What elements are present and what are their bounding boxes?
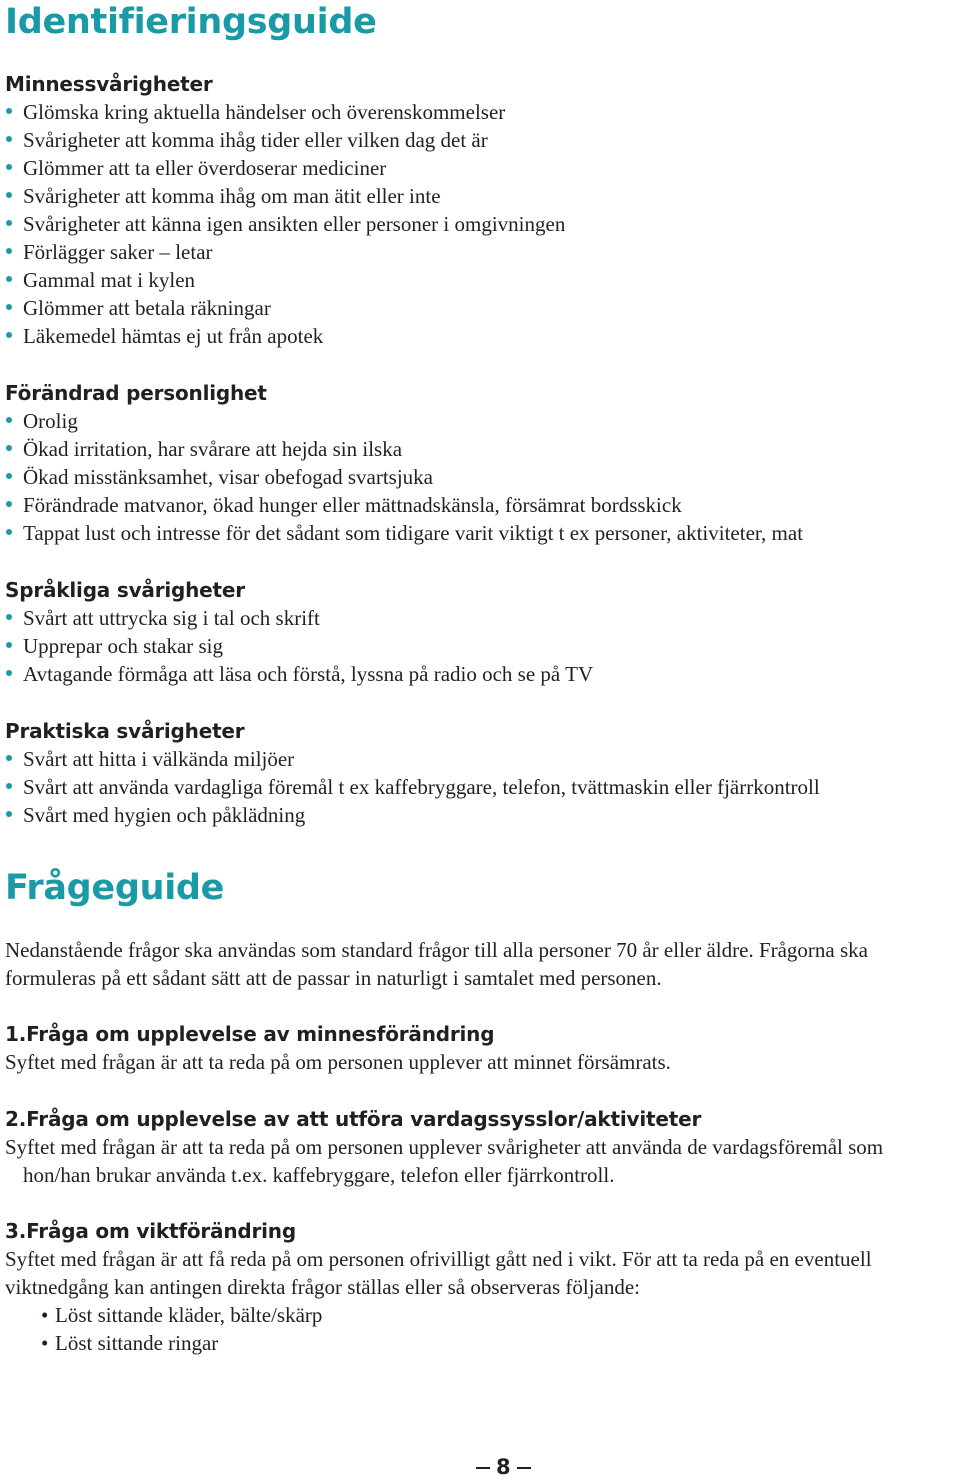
section-heading: Förändrad personlighet (5, 381, 267, 405)
bullet-icon (6, 332, 12, 338)
bullet-icon (6, 248, 12, 254)
section-personality (5, 379, 955, 547)
dash-icon (476, 1467, 490, 1469)
bullet-icon (6, 642, 12, 648)
list-item: Svårigheter att komma ihåg om man ätit eller inte (5, 182, 955, 210)
list-item: Svårt att använda vardagliga föremål t ex kaffebryggare, telefon, tvättmaskin eller fjärrkontroll (5, 773, 955, 801)
list-item: Glömska kring aktuella händelser och överenskommelser (5, 98, 955, 126)
section-heading: Minnessvårigheter (5, 72, 213, 96)
list-item: Upprepar och stakar sig (5, 632, 955, 660)
question-text: Syftet med frågan är att få reda på om personen ofrivilligt gått ned i vikt. För att ta reda på en eventuell viktnedgång kan antingen direkta frågor ställas eller så observeras följande: (5, 1247, 872, 1299)
bullet-icon (6, 164, 12, 170)
list-item: Svårt med hygien och påklädning (5, 801, 955, 829)
bullet-icon (6, 304, 12, 310)
list-item: Förlägger saker – letar (5, 238, 955, 266)
section-memory (5, 70, 955, 350)
bullet-icon (6, 220, 12, 226)
bullet-icon (6, 755, 12, 761)
questions-intro (5, 936, 955, 992)
section-practical (5, 717, 955, 829)
intro-text: Nedanstående frågor ska användas som standard frågor till alla personer 70 år eller äldre. Frågorna ska formuleras på ett sådant sätt att de passar in naturligt i samtalet med personen. (5, 938, 868, 990)
list-item: Avtagande förmåga att läsa och förstå, lyssna på radio och se på TV (5, 660, 955, 688)
list-item: Gammal mat i kylen (5, 266, 955, 294)
list-item: Orolig (5, 407, 955, 435)
list-item: Ökad misstänksamhet, visar obefogad svartsjuka (5, 463, 955, 491)
question-text: Syftet med frågan är att ta reda på om personen upplever att minnet försämrats. (5, 1050, 671, 1074)
bullet-icon (6, 783, 12, 789)
bullet-icon (6, 276, 12, 282)
bullet-icon (6, 192, 12, 198)
list-item: Svårigheter att komma ihåg tider eller vilken dag det är (5, 126, 955, 154)
section-heading: Praktiska svårigheter (5, 719, 245, 743)
question-heading: 3.Fråga om viktförändring (5, 1219, 296, 1243)
bullet-icon: • (41, 1303, 49, 1327)
question-3 (5, 1217, 955, 1357)
bullet-icon (6, 417, 12, 423)
list-item: Förändrade matvanor, ökad hunger eller mättnadskänsla, försämrat bordsskick (5, 491, 955, 519)
list-item: Svårt att hitta i välkända miljöer (5, 745, 955, 773)
bullet-icon (6, 670, 12, 676)
list-item: Ökad irritation, har svårare att hejda sin ilska (5, 435, 955, 463)
question-text: Syftet med frågan är att ta reda på om personen upplever svårigheter att använda de vardagsföremål som hon/han brukar använda t.ex. kaffebryggare, telefon eller fjärrkontroll. (5, 1135, 884, 1187)
section-language (5, 576, 955, 688)
list-item: • Löst sittande kläder, bälte/skärp (41, 1303, 323, 1327)
question-1 (5, 1020, 955, 1076)
list-item: Glömmer att ta eller överdoserar mediciner (5, 154, 955, 182)
bullet-icon (6, 108, 12, 114)
bullet-icon (6, 501, 12, 507)
list-item: Svårigheter att känna igen ansikten eller personer i omgivningen (5, 210, 955, 238)
list-item: Glömmer att betala räkningar (5, 294, 955, 322)
section-heading: Språkliga svårigheter (5, 578, 245, 602)
bullet-icon (6, 529, 12, 535)
bullet-icon (6, 614, 12, 620)
list-item: Läkemedel hämtas ej ut från apotek (5, 322, 955, 350)
page-number: 8 (470, 1453, 537, 1481)
identification-title: Identifieringsguide (5, 2, 377, 42)
dash-icon (517, 1467, 531, 1469)
bullet-icon: • (41, 1331, 49, 1355)
list-item: • Löst sittande ringar (41, 1331, 219, 1355)
bullet-icon (6, 136, 12, 142)
question-heading: 2.Fråga om upplevelse av att utföra vardagssysslor/aktiviteter (5, 1107, 702, 1131)
questions-title: Frågeguide (5, 868, 225, 908)
bullet-icon (6, 473, 12, 479)
list-item: Tappat lust och intresse för det sådant som tidigare varit viktigt t ex personer, aktiviteter, mat (5, 519, 955, 547)
question-heading: 1.Fråga om upplevelse av minnesförändring (5, 1022, 495, 1046)
list-item: Svårt att uttrycka sig i tal och skrift (5, 604, 955, 632)
question-2 (5, 1105, 955, 1189)
bullet-icon (6, 811, 12, 817)
bullet-icon (6, 445, 12, 451)
